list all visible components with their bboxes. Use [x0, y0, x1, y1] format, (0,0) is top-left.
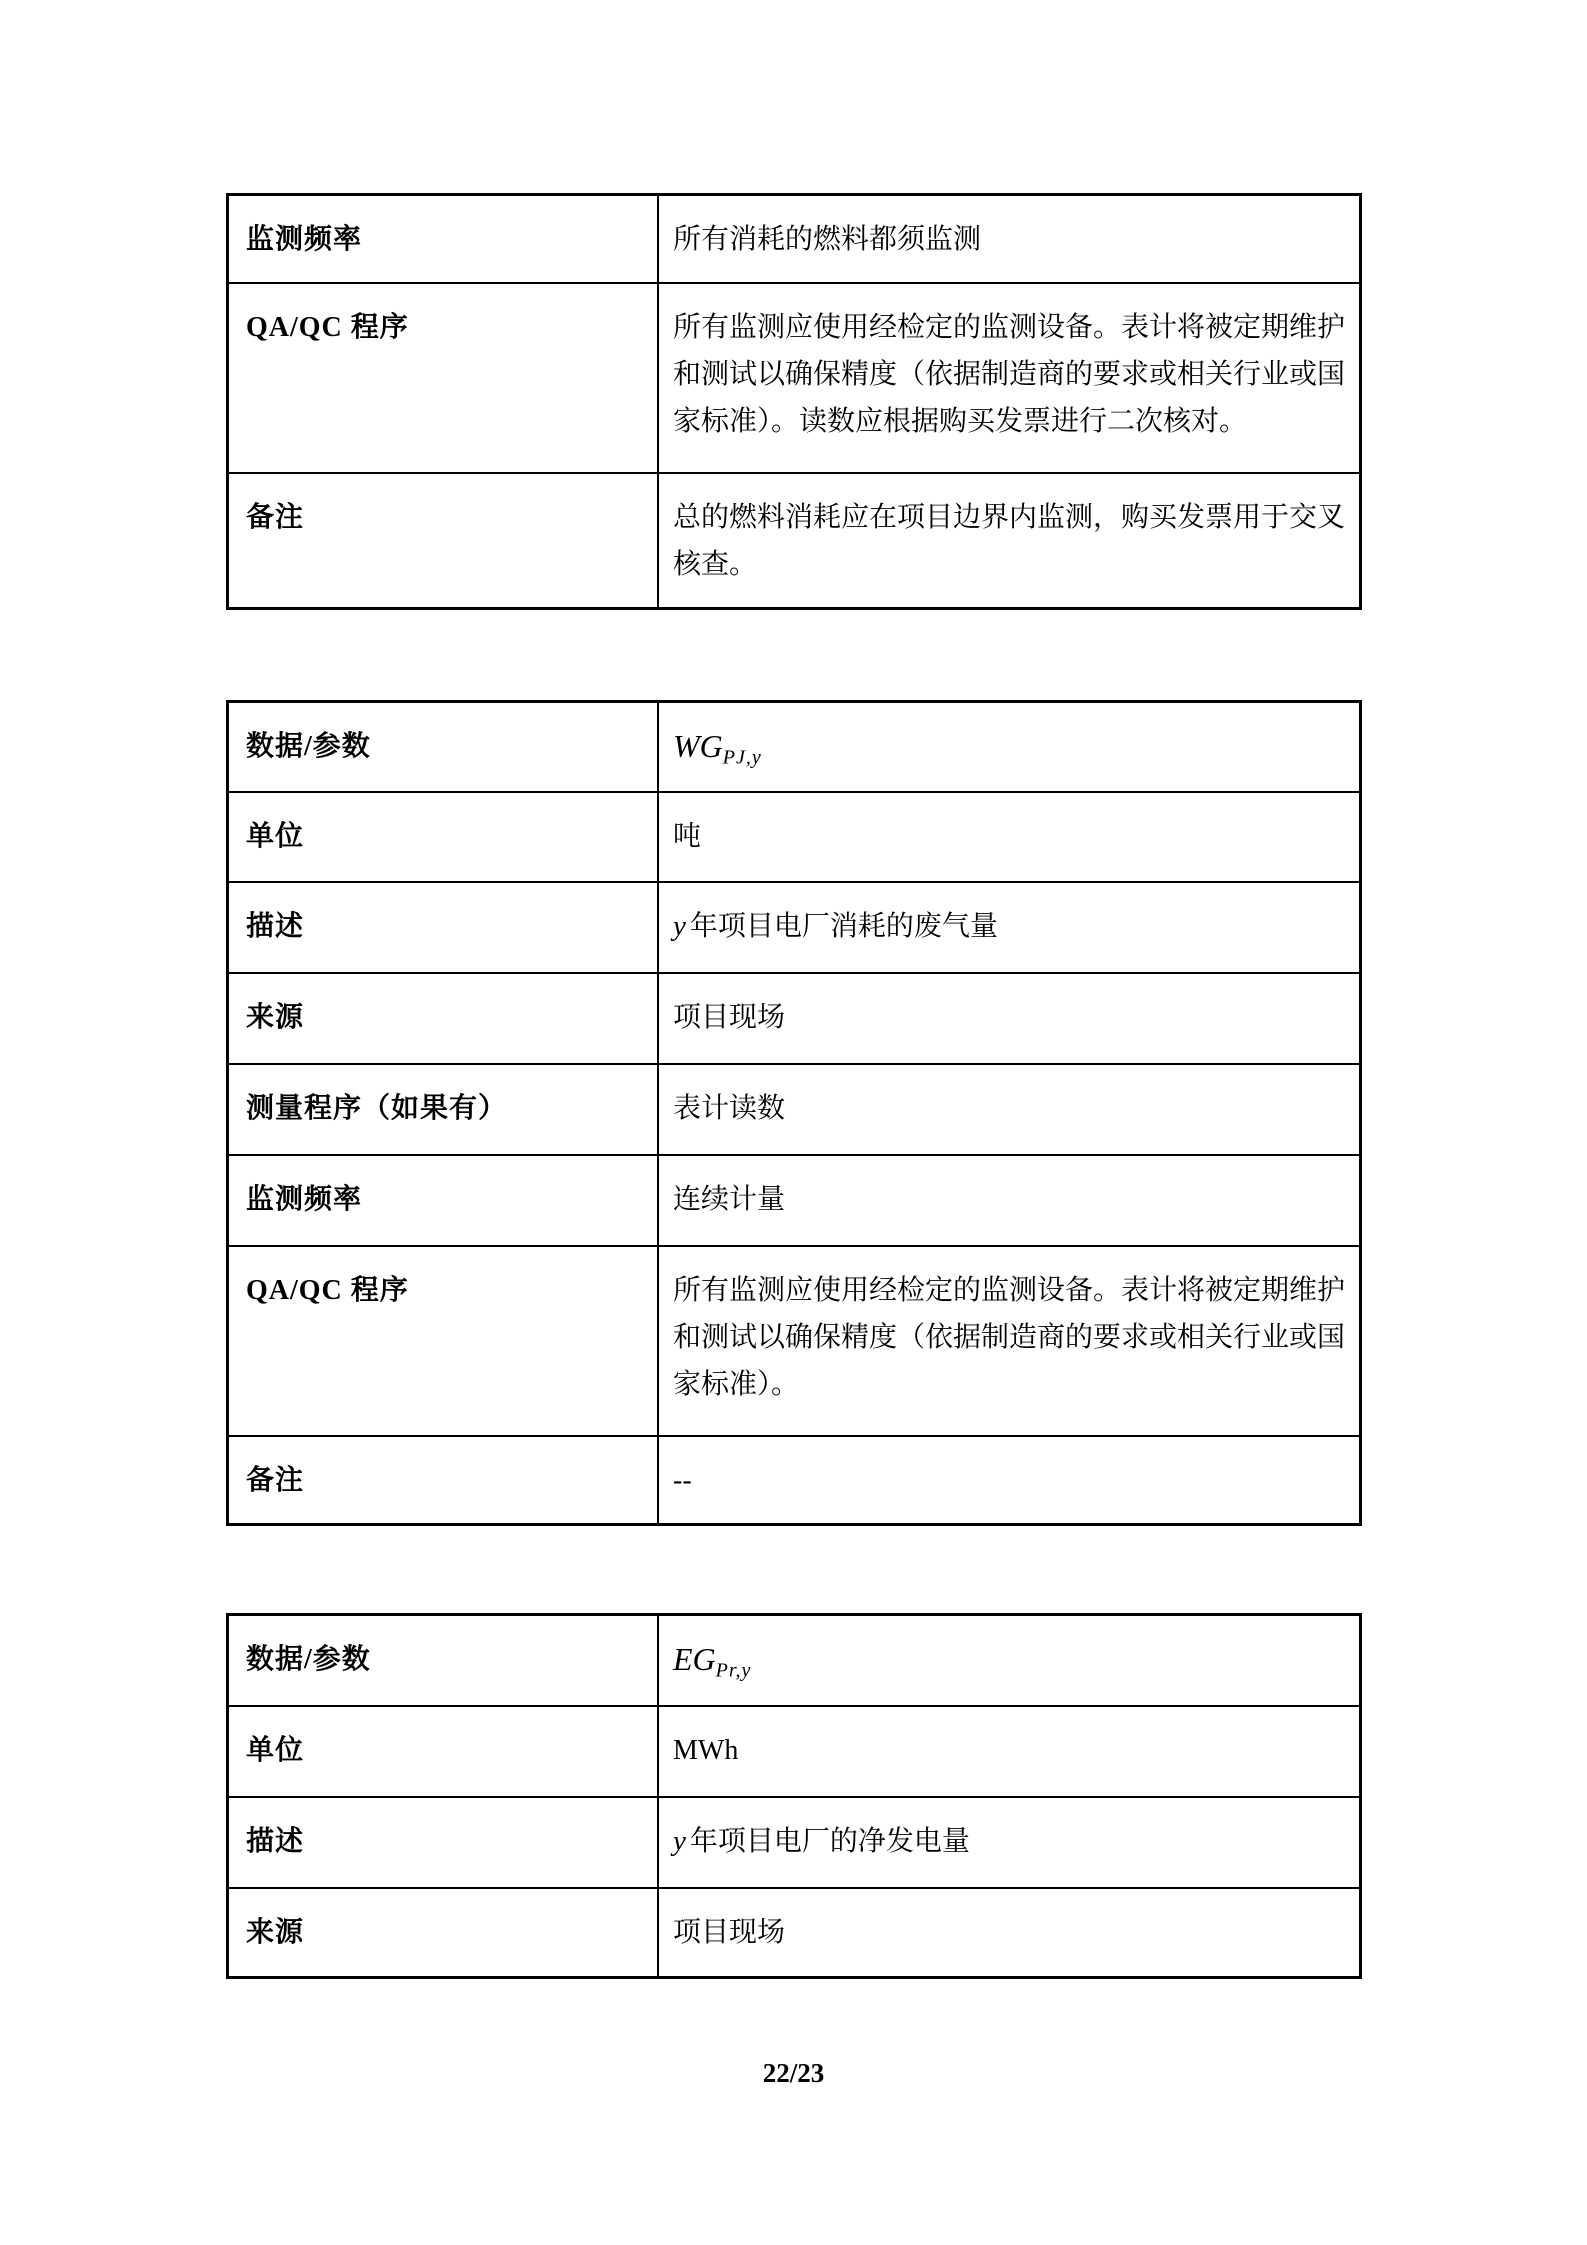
parameter-table-eg	[226, 1613, 1362, 1979]
table-row	[228, 973, 1361, 1064]
row-value: 所有消耗的燃料都须监测	[658, 195, 1361, 283]
table-row	[228, 1797, 1361, 1888]
description-text: 年项目电厂的净发电量	[689, 1825, 970, 1857]
row-value: 总的燃料消耗应在项目边界内监测，购买发票用于交叉核查。	[658, 473, 1361, 609]
table-row	[228, 195, 1361, 283]
table-row	[228, 283, 1361, 473]
row-value: 所有监测应使用经检定的监测设备。表计将被定期维护和测试以确保精度（依据制造商的要求或相关行业或国家标准）。	[658, 1246, 1361, 1436]
variable-y: y	[673, 1824, 686, 1857]
table-row	[228, 473, 1361, 609]
table-row	[228, 1888, 1361, 1978]
row-value: --	[658, 1436, 1361, 1525]
description-text: 年项目电厂消耗的废气量	[689, 910, 998, 942]
table-row	[228, 1436, 1361, 1525]
monitoring-table-continued	[226, 193, 1362, 610]
row-value: 连续计量	[658, 1155, 1361, 1246]
table-row	[228, 1064, 1361, 1155]
variable-y: y	[673, 909, 686, 942]
table-row	[228, 1246, 1361, 1436]
table-row	[228, 1706, 1361, 1797]
row-label: 数据/参数	[228, 702, 659, 792]
row-label: 描述	[228, 882, 659, 973]
row-value: 所有监测应使用经检定的监测设备。表计将被定期维护和测试以确保精度（依据制造商的要求或相关行业或国家标准）。读数应根据购买发票进行二次核对。	[658, 283, 1361, 473]
row-value: 吨	[658, 792, 1361, 882]
table-row	[228, 1615, 1361, 1706]
row-label: QA/QC 程序	[228, 1246, 659, 1436]
row-value	[658, 1615, 1361, 1706]
table-row	[228, 702, 1361, 792]
table-row	[228, 1155, 1361, 1246]
row-value	[658, 1797, 1361, 1888]
row-value	[658, 882, 1361, 973]
row-label: 测量程序（如果有）	[228, 1064, 659, 1155]
row-label: 来源	[228, 973, 659, 1064]
row-label: QA/QC 程序	[228, 283, 659, 473]
table-row	[228, 792, 1361, 882]
parameter-symbol: $WG_{PJ,y}$	[673, 728, 762, 769]
row-label: 描述	[228, 1797, 659, 1888]
row-value: 项目现场	[658, 1888, 1361, 1978]
row-value: MWh	[658, 1706, 1361, 1797]
row-label: 数据/参数	[228, 1615, 659, 1706]
table-row	[228, 882, 1361, 973]
row-value	[658, 702, 1361, 792]
row-label: 监测频率	[228, 195, 659, 283]
row-label: 监测频率	[228, 1155, 659, 1246]
parameter-table-wg	[226, 700, 1362, 1526]
row-label: 备注	[228, 1436, 659, 1525]
row-value: 表计读数	[658, 1064, 1361, 1155]
row-label: 单位	[228, 792, 659, 882]
row-value: 项目现场	[658, 973, 1361, 1064]
parameter-symbol: $EG_{Pr,y}$	[673, 1641, 752, 1682]
row-label: 单位	[228, 1706, 659, 1797]
row-label: 来源	[228, 1888, 659, 1978]
row-label: 备注	[228, 473, 659, 609]
page-number: 22/23	[762, 2058, 825, 2088]
